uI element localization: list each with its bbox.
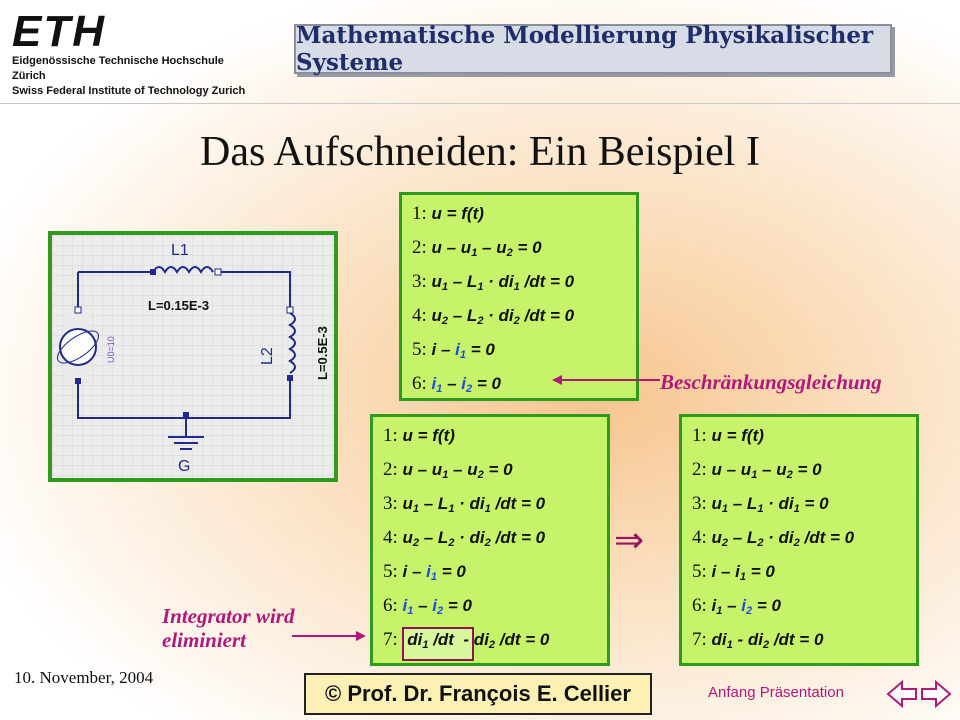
equation-line: 6: $i_1 - i_2 = 0$ bbox=[692, 595, 781, 617]
implies-symbol: ⇒ bbox=[614, 520, 645, 561]
circuit-diagram bbox=[48, 231, 338, 482]
inductor-l1-value: L=0.15E-3 bbox=[148, 298, 210, 313]
constraint-arrow bbox=[550, 372, 665, 388]
equations-box-left bbox=[370, 414, 610, 666]
header-divider bbox=[0, 103, 960, 104]
equation-line: 6: $i_1 - i_2 = 0$ bbox=[383, 595, 472, 617]
forward-arrow-icon[interactable] bbox=[918, 676, 954, 712]
slide-title: Das Aufschneiden: Ein Beispiel I bbox=[200, 129, 760, 175]
equation-line: 6: $i_1 - i_2 = 0$ bbox=[412, 373, 501, 395]
start-presentation-link[interactable]: Anfang Präsentation bbox=[708, 684, 844, 701]
equation-line: 4: $u_2 - L_2 \cdot di_2$ /dt = 0 bbox=[412, 305, 575, 327]
equation-line: 5: $i - i_1 = 0$ bbox=[412, 339, 495, 361]
inductor-l2-value: L=0.5E-3 bbox=[315, 326, 330, 380]
equation-line: 2: $u - u_1 - u_2 = 0$ bbox=[692, 459, 822, 481]
inductor-l1-name: L1 bbox=[171, 242, 189, 259]
eth-logo-mark: ETH bbox=[12, 7, 106, 56]
integrator-arrow bbox=[290, 628, 370, 644]
footer-author: © Prof. Dr. François E. Cellier bbox=[304, 673, 652, 715]
equation-line: 2: $u - u_1 - u_2 = 0$ bbox=[383, 459, 513, 481]
circuit-schematic bbox=[52, 235, 334, 478]
equation-line: 5: $i - i_1 = 0$ bbox=[383, 561, 466, 583]
inductor-l2 bbox=[286, 307, 295, 381]
ground-label: G bbox=[178, 458, 191, 475]
equation-line: 7: $di_1 - di_2$ /dt = 0 bbox=[692, 629, 824, 651]
equation-line: 4: $u_2 - L_2 \cdot di_2$ /dt = 0 bbox=[383, 527, 546, 549]
equation-line: 5: $i - i_1 = 0$ bbox=[692, 561, 775, 583]
equations-box-right bbox=[679, 414, 919, 666]
equation-line: 1: u = f(t) bbox=[383, 425, 455, 446]
course-title-banner: Mathematische Modellierung Physikalischer Systeme bbox=[294, 24, 892, 74]
integrator-annotation: Integrator wird eliminiert bbox=[162, 604, 295, 652]
eth-logo-line2: Swiss Federal Institute of Technology Zurich bbox=[12, 85, 246, 97]
eth-logo bbox=[12, 7, 252, 97]
equation-line: 3: $u_1 - L_1 \cdot di_1$ /dt = 0 bbox=[383, 493, 546, 515]
equation-line: 3: $u_1 - L_1 \cdot di_1$ /dt = 0 bbox=[412, 271, 575, 293]
equation-line: 7: $di_1$ $/dt - di_2$ /dt = 0 bbox=[383, 629, 550, 651]
constraint-label: Beschränkungsgleichung bbox=[660, 370, 882, 394]
eth-logo-line1: Eidgenössische Technische Hochschule Zürich bbox=[12, 55, 224, 82]
equation-line: 1: u = f(t) bbox=[412, 203, 484, 224]
equation-line: 4: $u_2 - L_2 \cdot di_2$ /dt = 0 bbox=[692, 527, 855, 549]
inductor-l2-name: L2 bbox=[259, 347, 276, 365]
equation-line: 2: $u - u_1 - u_2 = 0$ bbox=[412, 237, 542, 259]
equations-box-top bbox=[399, 192, 639, 401]
source-value: U0=10 bbox=[106, 336, 116, 363]
equation-line: 1: u = f(t) bbox=[692, 425, 764, 446]
footer-date: 10. November, 2004 bbox=[14, 668, 154, 687]
back-arrow-icon[interactable] bbox=[884, 676, 920, 712]
equation-line: 3: $u_1 - L_1 \cdot di_1 = 0$ bbox=[692, 493, 829, 515]
